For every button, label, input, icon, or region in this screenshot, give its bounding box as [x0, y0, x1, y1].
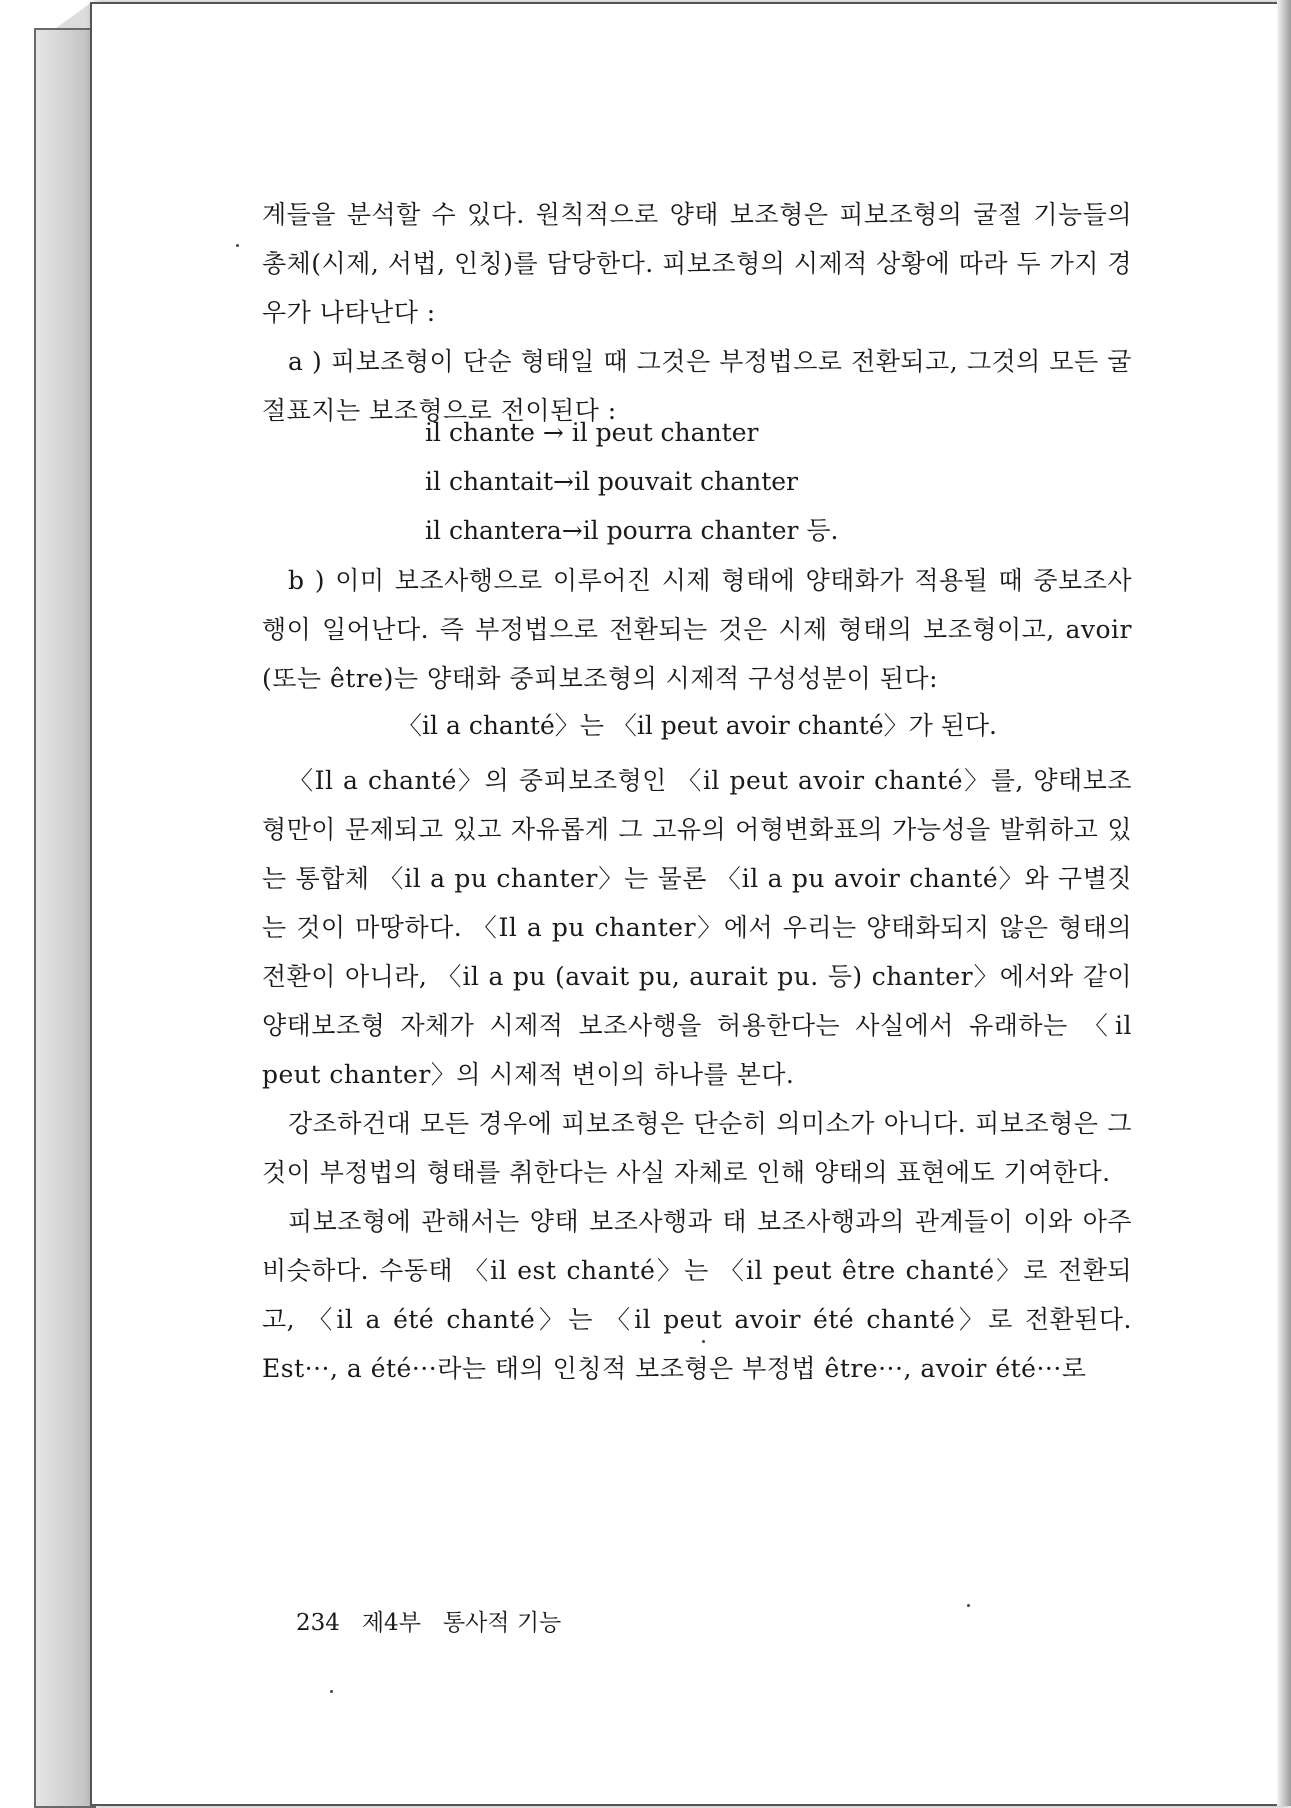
paragraph-case-a: a ) 피보조형이 단순 형태일 때 그것은 부정법으로 전환되고, 그것의 모든 굴절표지는 보조형으로 전이된다 : [262, 347, 1132, 425]
book-spine [34, 28, 96, 1808]
part-label: 제4부 [361, 1610, 421, 1636]
paragraph-intro: 계들을 분석할 수 있다. 원칙적으로 양태 보조형은 피보조형의 굴절 기능들의 총체(시제, 서법, 인칭)를 담당한다. 피보조형의 시제적 상황에 따라 두 가지 경우가 나타난다 : [262, 200, 1132, 327]
example-line: il chante → il peut chanter [425, 418, 759, 447]
speck [236, 244, 239, 247]
body-paragraph-b [262, 556, 1132, 703]
example-line: il chantera→il pourra chanter 등. [425, 516, 839, 545]
paragraph-e: 피보조형에 관해서는 양태 보조사행과 태 보조사행과의 관계들이 이와 아주 비슷하다. 수동태 〈il est chanté〉는 〈il peut être chanté〉로 전환되고, 〈il a été chanté〉는 〈il peut avoir été chanté〉로 전환된다. Est···, a été···라는 태의 인칭적 보조형은 부정법 être···, avoir été···로 [262, 1207, 1132, 1383]
center-example: 〈il a chanté〉는 〈il peut avoir chanté〉가 된다. [397, 711, 997, 740]
example-line: il chantait→il pouvait chanter [425, 467, 798, 496]
body-paragraph-rest [262, 756, 1132, 1393]
page-number: 234 [296, 1610, 340, 1636]
paragraph-c: 〈Il a chanté〉의 중피보조형인 〈il peut avoir chanté〉를, 양태보조형만이 문제되고 있고 자유롭게 그 고유의 어형변화표의 가능성을 발휘하고 있는 통합체 〈il a pu chanter〉는 물론 〈il a pu avoir chanté〉와 구별짓는 것이 마땅하다. 〈Il a pu chanter〉에서 우리는 양태화되지 않은 형태의 전환이 아니라, 〈il a pu (avait pu, aurait pu. 등) chanter〉에서와 같이 양태보조형 자체가 시제적 보조사행을 허용한다는 사실에서 유래하는 〈il peut chanter〉의 시제적 변이의 하나를 본다. [262, 766, 1132, 1089]
example-list [425, 408, 838, 555]
body-paragraph-1 [262, 190, 1132, 435]
page-edge [1277, 0, 1291, 1806]
paragraph-case-b: b ) 이미 보조사행으로 이루어진 시제 형태에 양태화가 적용될 때 중보조사행이 일어난다. 즉 부정법으로 전환되는 것은 시제 형태의 보조형이고, avoir (또는 être)는 양태화 중피보조형의 시제적 구성성분이 된다: [262, 566, 1132, 693]
paragraph-d: 강조하건대 모든 경우에 피보조형은 단순히 의미소가 아니다. 피보조형은 그것이 부정법의 형태를 취한다는 사실 자체로 인해 양태의 표현에도 기여한다. [262, 1109, 1132, 1187]
speck [967, 1604, 970, 1607]
chapter-title: 통사적 기능 [442, 1610, 562, 1636]
speck [702, 1340, 705, 1343]
page-footer [296, 1604, 561, 1637]
speck [330, 1690, 333, 1693]
